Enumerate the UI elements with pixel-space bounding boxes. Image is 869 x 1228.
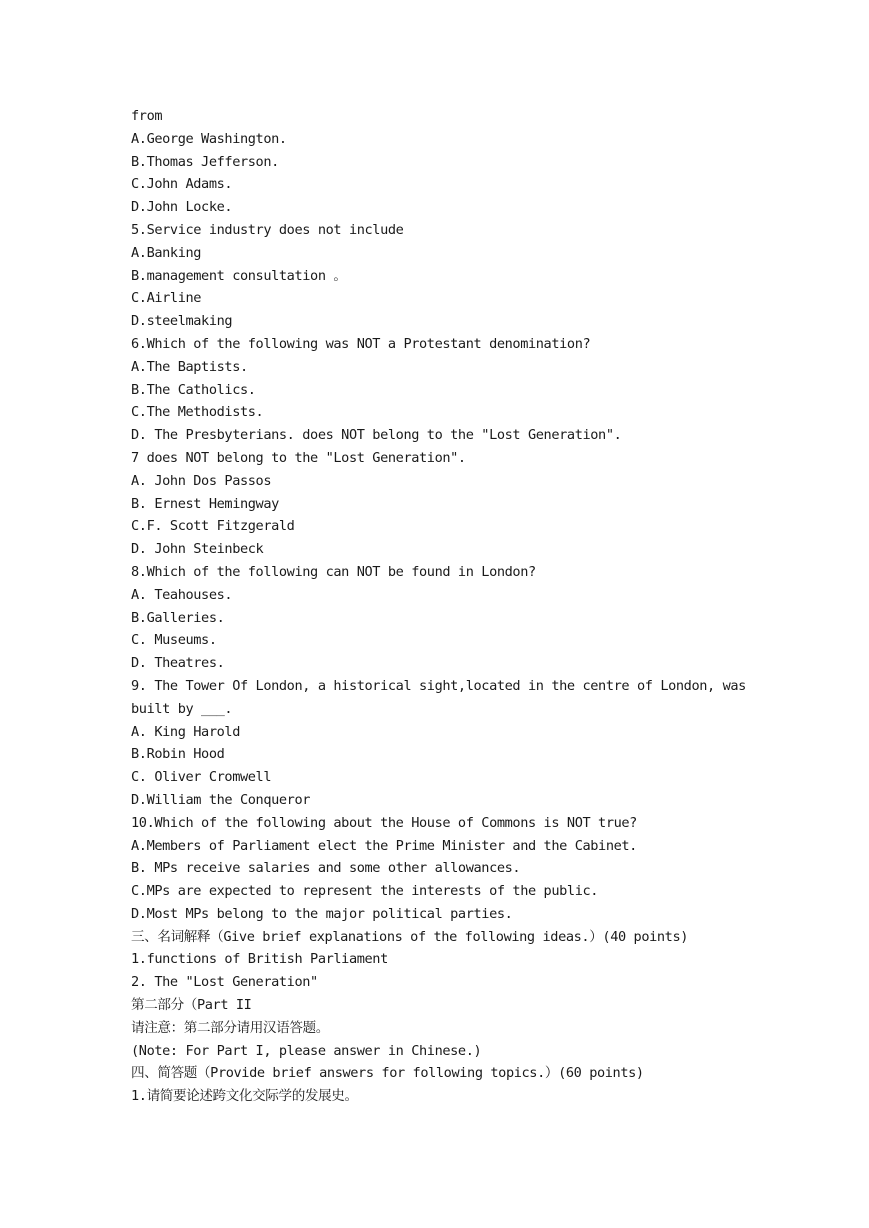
text-line: C.MPs are expected to represent the interests of the public. [131,883,599,900]
text-line: B. MPs receive salaries and some other allowances. [131,860,521,877]
text-line: 6.Which of the following was NOT a Protestant denomination? [131,335,591,352]
text-line: D.Most MPs belong to the major political parties. [131,905,513,922]
text-line: B.Thomas Jefferson. [131,153,279,170]
text-line: A.Members of Parliament elect the Prime Minister and the Cabinet. [131,837,637,854]
text-line: D.William the Conqueror [131,791,311,808]
text-line: A. John Dos Passos [131,472,272,489]
text-line: 10.Which of the following about the House of Commons is NOT true? [131,814,637,831]
text-line: 7 does NOT belong to the "Lost Generation". [131,449,466,466]
text-line: 四、简答题（Provide brief answers for following topics.）(60 points) [131,1065,644,1082]
text-line: from [131,108,163,124]
text-line: C.The Methodists. [131,404,264,421]
text-line: B.management consultation 。 [131,267,347,284]
question-text-lines [131,105,771,1108]
text-line: A.The Baptists. [131,358,248,375]
text-line: 8.Which of the following can NOT be found in London? [131,563,536,580]
text-line: built by ___. [131,700,233,717]
text-line: B.Galleries. [131,609,225,626]
text-line: D. Theatres. [131,655,225,672]
text-line: A. King Harold [131,723,240,740]
text-line: 2. The "Lost Generation" [131,974,318,991]
text-line: C.John Adams. [131,176,233,193]
text-line: 1.functions of British Parliament [131,951,388,968]
text-line: B.Robin Hood [131,746,225,763]
text-line: A.George Washington. [131,130,287,147]
text-line: B.The Catholics. [131,381,256,398]
text-line: D. The Presbyterians. does NOT belong to the "Lost Generation". [131,427,622,444]
text-line: D.steelmaking [131,313,233,330]
text-line: C. Oliver Cromwell [131,769,272,786]
text-line: D. John Steinbeck [131,541,264,558]
text-line: A.Banking [131,244,202,261]
text-line: 1.请简要论述跨文化交际学的发展史。 [131,1088,358,1105]
text-line: 三、名词解释（Give brief explanations of the following ideas.）(40 points) [131,928,689,945]
text-line: 请注意：第二部分请用汉语答题。 [131,1019,329,1036]
text-line: 第二部分（Part II [131,997,252,1014]
text-line: D.John Locke. [131,199,233,216]
text-line: C.F. Scott Fitzgerald [131,518,295,535]
text-line: A. Teahouses. [131,586,233,603]
text-line: 9. The Tower Of London, a historical sight,located in the centre of London, was [131,677,746,694]
text-line: C. Museums. [131,632,217,649]
text-line: (Note: For Part I, please answer in Chinese.) [131,1042,482,1059]
text-line: C.Airline [131,290,202,307]
text-line: 5.Service industry does not include [131,221,404,238]
text-line: B. Ernest Hemingway [131,495,279,512]
